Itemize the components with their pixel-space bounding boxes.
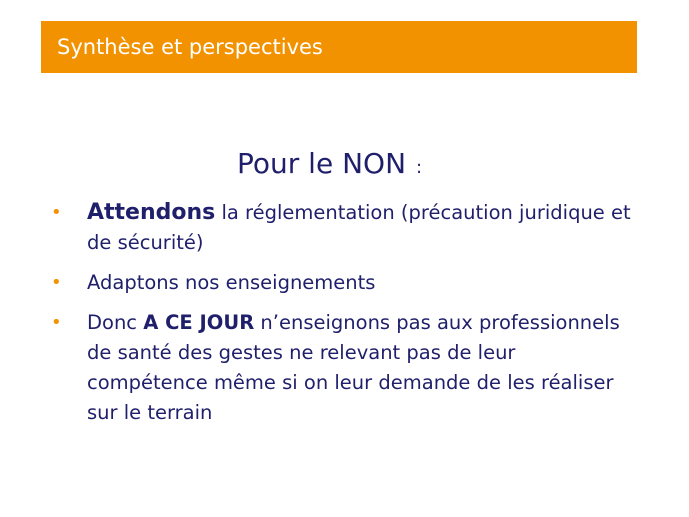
bullet-text: Adaptons nos enseignements bbox=[87, 271, 376, 294]
bullet-strong-text: A CE JOUR bbox=[143, 311, 255, 334]
title-bar bbox=[41, 21, 637, 73]
bullet-item-adaptons bbox=[51, 268, 631, 298]
section-heading-text: Pour le NON bbox=[237, 147, 407, 180]
bullet-text: la réglementation (précaution juridique et de sécurité) bbox=[87, 201, 631, 254]
bullet-icon: • bbox=[51, 202, 62, 223]
bullet-prefix-text: Donc bbox=[87, 311, 144, 334]
section-heading-colon: : bbox=[416, 157, 423, 178]
bullet-item-attendons bbox=[51, 198, 631, 258]
bullet-icon: • bbox=[51, 272, 62, 293]
slide-title: Synthèse et perspectives bbox=[57, 35, 323, 59]
section-heading bbox=[237, 145, 422, 187]
bullet-item-donc bbox=[51, 308, 631, 428]
bullet-text: n’enseignons pas aux professionnels de santé des gestes ne relevant pas de leur compétence même si on leur demande de les réaliser sur le terrain bbox=[87, 311, 620, 424]
bullet-list bbox=[51, 198, 631, 428]
bullet-icon: • bbox=[51, 312, 62, 333]
bullet-strong-text: Attendons bbox=[87, 200, 216, 225]
